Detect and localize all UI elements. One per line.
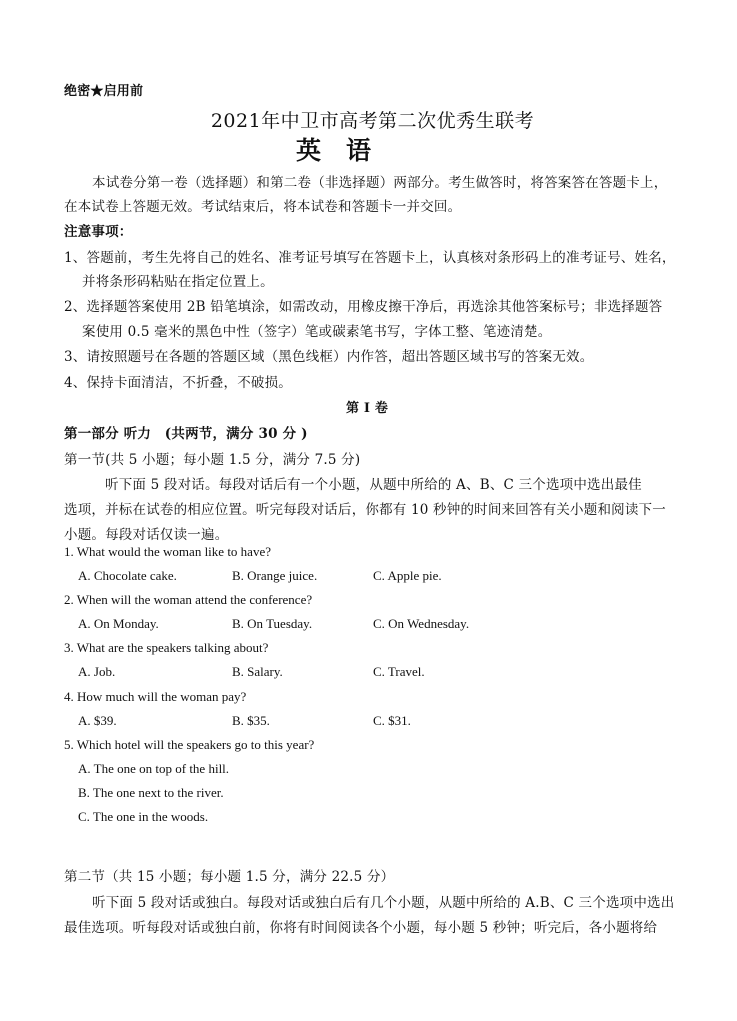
section1-instruction-1: 听下面 5 段对话。每段对话后有一个小题，从题中所给的 A、B、C 三个选项中选出最佳 <box>105 477 642 493</box>
confidential-label: 绝密★启用前 <box>64 84 144 99</box>
notice-item-1-line-2: 并将条形码粘贴在指定位置上。 <box>82 274 274 290</box>
question-1-option-b: B. Orange juice. <box>232 568 318 583</box>
question-5: 5. Which hotel will the speakers go to this year? <box>64 737 315 752</box>
question-2-option-b: B. On Tuesday. <box>232 616 313 631</box>
exam-title: 2021年中卫市高考第二次优秀生联考 <box>210 110 535 132</box>
section2-heading: 第二节（共 15 小题；每小题 1.5 分，满分 22.5 分） <box>64 869 395 885</box>
question-4-option-b: B. $35. <box>232 713 270 728</box>
question-3-option-a: A. Job. <box>78 664 116 679</box>
question-5-option-b: B. The one next to the river. <box>78 785 224 800</box>
question-1-option-a: A. Chocolate cake. <box>78 568 177 583</box>
intro-line-1: 本试卷分第一卷（选择题）和第二卷（非选择题）两部分。考生做答时，将答案答在答题卡上， <box>92 175 668 191</box>
question-1: 1. What would the woman like to have? <box>64 544 271 559</box>
notice-heading: 注意事项： <box>64 224 133 240</box>
volume-label: 第 I 卷 <box>346 401 389 416</box>
question-5-option-c: C. The one in the woods. <box>78 809 209 824</box>
section1-heading: 第一节(共 5 小题；每小题 1.5 分，满分 7.5 分) <box>64 452 361 468</box>
question-5-option-a: A. The one on top of the hill. <box>78 761 230 776</box>
question-2-option-c: C. On Wednesday. <box>373 616 470 631</box>
question-4-option-a: A. $39. <box>78 713 117 728</box>
question-4: 4. How much will the woman pay? <box>64 689 247 704</box>
section2-instruction-2: 最佳选项。听每段对话或独白前，你将有时间阅读各个小题，每小题 5 秒钟；听完后，各小题将给 <box>64 920 658 936</box>
question-2-option-a: A. On Monday. <box>78 616 159 631</box>
notice-item-1-line-1: 1、答题前，考生先将自己的姓名、准考证号填写在答题卡上，认真核对条形码上的准考证号、姓名， <box>64 250 676 266</box>
question-2: 2. When will the woman attend the conference? <box>64 592 313 607</box>
section1-instruction-2: 选项，并标在试卷的相应位置。听完每段对话后，你都有 10 秒钟的时间来回答有关小题和阅读下一 <box>64 502 666 518</box>
section2-instruction-1: 听下面 5 段对话或独白。每段对话或独白后有几个小题，从题中所给的 A.B、C 三个选项中选出 <box>92 895 675 911</box>
notice-item-2-line-1: 2、选择题答案使用 2B 铅笔填涂，如需改动，用橡皮擦干净后，再选涂其他答案标号；非选择题答 <box>64 299 663 315</box>
notice-item-4: 4、保持卡面清洁，不折叠，不破损。 <box>64 375 292 391</box>
question-3-option-b: B. Salary. <box>232 664 283 679</box>
notice-item-2-line-2: 案使用 0.5 毫米的黑色中性（签字）笔或碳素笔书写，字体工整、笔迹清楚。 <box>82 324 552 340</box>
question-3-option-c: C. Travel. <box>373 664 425 679</box>
intro-line-2: 在本试卷上答题无效。考试结束后，将本试卷和答题卡一并交回。 <box>64 199 462 215</box>
question-3: 3. What are the speakers talking about? <box>64 640 269 655</box>
question-1-option-c: C. Apple pie. <box>373 568 442 583</box>
part1-heading: 第一部分 听力 (共两节，满分 30 分 ) <box>64 426 308 442</box>
question-4-option-c: C. $31. <box>373 713 411 728</box>
notice-item-3: 3、请按照题号在各题的答题区域（黑色线框）内作答，超出答题区域书写的答案无效。 <box>64 349 594 365</box>
section1-instruction-3: 小题。每段对话仅读一遍。 <box>64 527 229 543</box>
subject-title: 英 语 <box>296 136 372 165</box>
